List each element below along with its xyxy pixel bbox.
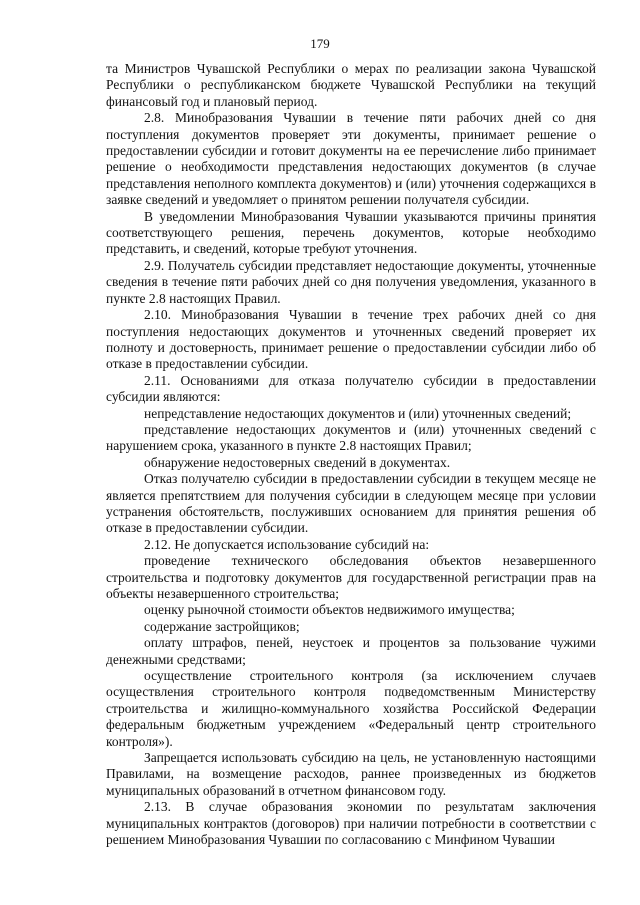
paragraph-2-11: 2.11. Основаниями для отказа получателю субсидии в предоставлении субсидии являются:: [106, 372, 596, 405]
paragraph-notification: В уведомлении Минобразования Чувашии указываются причины принятия соответствующего решения, перечень документов, которые необходимо представить, и сведений, которые требуют уточнения.: [106, 208, 596, 257]
paragraph-refusal-reason-2: представление недостающих документов и (или) уточненных сведений с нарушением срока, указанного в пункте 2.8 настоящих Правил;: [106, 421, 596, 454]
paragraph-prohibited-use-5: осуществление строительного контроля (за исключением случаев осуществления строительного контроля подведомственным Министерству строительства и жилищно-коммунального хозяйства Российской Федерации федеральным бюджетным учреждением «Федеральный центр строительного контроля»).: [106, 668, 596, 749]
paragraph-2-12: 2.12. Не допускается использование субсидий на:: [144, 536, 430, 552]
paragraph-refusal-reason-3: обнаружение недостоверных сведений в документах.: [144, 454, 451, 470]
paragraph-2-9: 2.9. Получатель субсидии представляет недостающие документы, уточненные сведения в течение пяти рабочих дней со дня получения уведомления, указанного в пункте 2.8 настоящих Правил.: [106, 257, 596, 306]
paragraph-refusal-note: Отказ получателю субсидии в предоставлении субсидии в текущем месяце не является препятствием для получения субсидии в следующем месяце при условии устранения обстоятельств, послуживших основанием для принятия решения об отказе в предоставлении субсидии.: [106, 471, 596, 536]
paragraph-2-10: 2.10. Минобразования Чувашии в течение трех рабочих дней со дня поступления недостающих документов и уточненных сведений проверяет их полноту и достоверность, принимает решение о предоставлении субсидии либо об отказе в предоставлении субсидии.: [106, 307, 596, 372]
paragraph-prohibition: Запрещается использовать субсидию на цель, не установленную настоящими Правилами, на возмещение расходов, раннее произведенных из бюджетов муниципальных образований в отчетном финансовом году.: [106, 750, 596, 798]
page-number: 179: [310, 36, 330, 51]
paragraph-prohibited-use-1: проведение технического обследования объектов незавершенного строительства и подготовку документов для государственной регистрации прав на объекты незавершенного строительства;: [106, 553, 596, 601]
paragraph-prohibited-use-3: содержание застройщиков;: [144, 618, 300, 634]
paragraph-2-8: 2.8. Минобразования Чувашии в течение пяти рабочих дней со дня поступления документов проверяет эти документы, принимает решение о предоставлении субсидии и готовит документы на ее перечисление либо принимает решение о необходимости представления недостающих документов (в случае представления неполного комплекта документов) и (или) уточнения содержащихся в заявке сведений и уведомляет о принятом решении получателя субсидии.: [106, 110, 596, 208]
paragraph-2-13: 2.13. В случае образования экономии по результатам заключения муниципальных контрактов (договоров) при наличии потребности в соответствии с решением Минобразования Чувашии по согласованию с Минфином Чувашии: [106, 799, 596, 848]
paragraph-refusal-reason-1: непредставление недостающих документов и (или) уточненных сведений;: [144, 405, 572, 421]
paragraph-continuation: та Министров Чувашской Республики о мерах по реализации закона Чувашской Республики о республиканском бюджете Чувашской Республики на текущий финансовый год и плановый период.: [106, 61, 596, 109]
paragraph-prohibited-use-4: оплату штрафов, пеней, неустоек и процентов за пользование чужими денежными средствами;: [106, 635, 596, 667]
document-body: [106, 61, 596, 849]
paragraph-prohibited-use-2: оценку рыночной стоимости объектов недвижимого имущества;: [144, 602, 515, 618]
